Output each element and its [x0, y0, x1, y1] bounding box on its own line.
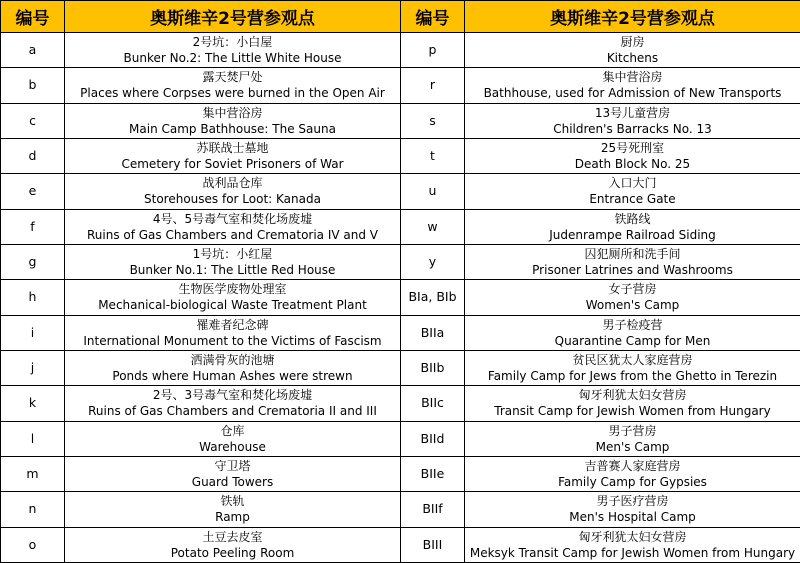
site-name-zh: 1号坑：小红屋 — [192, 247, 273, 262]
site-name — [465, 33, 800, 68]
site-code: BIIc — [401, 386, 465, 421]
table-row — [1, 527, 800, 562]
site-name-en: Ramp — [215, 510, 250, 525]
site-name-en: Quarantine Camp for Men — [554, 333, 711, 348]
site-name-en: Men's Hospital Camp — [569, 510, 696, 525]
site-code: d — [1, 138, 65, 173]
site-code: e — [1, 174, 65, 209]
table-row — [1, 174, 800, 209]
site-name-zh: 罹难者纪念碑 — [196, 317, 269, 332]
site-name-zh: 25号死刑室 — [600, 141, 665, 156]
site-code: s — [401, 103, 465, 138]
site-name — [65, 138, 401, 173]
site-name — [65, 421, 401, 456]
site-name-zh: 匈牙利犹太妇女营房 — [578, 529, 687, 544]
site-name — [465, 280, 800, 315]
site-name-zh: 集中营浴房 — [602, 70, 663, 85]
site-code: k — [1, 386, 65, 421]
site-name-en: Family Camp for Jews from the Ghetto in Terezin — [487, 369, 778, 384]
site-name-zh: 贫民区犹太人家庭营房 — [572, 353, 693, 368]
site-name-en: Mechanical-biological Waste Treatment Plant — [98, 298, 367, 313]
site-name-zh: 2号、3号毒气室和焚化场废墟 — [152, 388, 313, 403]
site-name-zh: 露天焚尸处 — [202, 70, 263, 85]
table-row — [1, 315, 800, 350]
site-name-zh: 匈牙利犹太妇女营房 — [578, 388, 687, 403]
site-name-zh: 仓库 — [220, 423, 245, 438]
site-name — [65, 68, 401, 103]
site-name-en: Potato Peeling Room — [170, 545, 295, 560]
site-name-en: Cemetery for Soviet Prisoners of War — [121, 157, 344, 172]
site-code: t — [401, 138, 465, 173]
site-name — [465, 456, 800, 491]
site-name-en: Children's Barracks No. 13 — [553, 121, 712, 136]
site-code: i — [1, 315, 65, 350]
site-name-en: Entrance Gate — [589, 192, 676, 207]
site-name-en: Family Camp for Gypsies — [558, 475, 707, 490]
site-name-en: Men's Camp — [595, 439, 670, 454]
site-name-en: Kitchens — [606, 51, 659, 66]
site-name-zh: 生物医学废物处理室 — [178, 282, 287, 297]
header-code-left: 编号 — [1, 1, 65, 33]
site-name-en: Places where Corpses were burned in the Open Air — [80, 86, 385, 101]
site-name-en: Main Camp Bathhouse: The Sauna — [129, 121, 336, 136]
header-title-left: 奥斯维辛2号营参观点 — [65, 1, 401, 33]
table-row — [1, 421, 800, 456]
site-name-zh: 男子医疗营房 — [596, 494, 669, 509]
site-name-zh: 囚犯厕所和洗手间 — [584, 247, 681, 262]
site-code: BIIb — [401, 350, 465, 385]
site-name-en: Bathhouse, used for Admission of New Transports — [483, 86, 782, 101]
site-name-zh: 男子营房 — [608, 423, 657, 438]
site-name-en: Ruins of Gas Chambers and Crematoria IV and V — [86, 227, 379, 242]
site-name — [65, 492, 401, 527]
site-name — [465, 174, 800, 209]
site-code: n — [1, 492, 65, 527]
site-name — [65, 315, 401, 350]
site-name — [465, 350, 800, 385]
site-code: BIIa — [401, 315, 465, 350]
site-name-zh: 13号儿童营房 — [594, 105, 671, 120]
site-name-zh: 洒满骨灰的池塘 — [190, 353, 275, 368]
site-name — [65, 280, 401, 315]
site-name-en: Prisoner Latrines and Washrooms — [532, 263, 733, 278]
table-row — [1, 492, 800, 527]
table-row — [1, 33, 800, 68]
site-name-zh: 吉普赛人家庭营房 — [584, 459, 681, 474]
site-name-en: Judenrampe Railroad Siding — [549, 227, 716, 242]
site-name-en: Storehouses for Loot: Kanada — [144, 192, 321, 207]
table-row — [1, 456, 800, 491]
site-name — [465, 421, 800, 456]
site-name-zh: 入口大门 — [608, 176, 657, 191]
site-name-zh: 4号、5号毒气室和焚化场废墟 — [152, 211, 313, 226]
site-name-en: International Monument to the Victims of Fascism — [83, 333, 382, 348]
table-row — [1, 350, 800, 385]
table-row — [1, 68, 800, 103]
site-name-en: Warehouse — [199, 439, 266, 454]
site-code: l — [1, 421, 65, 456]
site-name-en: Ponds where Human Ashes were strewn — [112, 369, 353, 384]
site-name-en: Bunker No.2: The Little White House — [123, 51, 342, 66]
site-name-en: Death Block No. 25 — [574, 157, 691, 172]
site-code: BIIe — [401, 456, 465, 491]
site-code: y — [401, 244, 465, 279]
site-name-zh: 守卫塔 — [214, 459, 251, 474]
site-code: h — [1, 280, 65, 315]
table-row — [1, 280, 800, 315]
site-name — [65, 103, 401, 138]
site-name — [65, 350, 401, 385]
site-name-zh: 苏联战士墓地 — [196, 141, 269, 156]
site-name — [465, 68, 800, 103]
site-name-zh: 2号坑：小白屋 — [192, 35, 273, 50]
site-name — [65, 174, 401, 209]
site-name — [465, 492, 800, 527]
site-name — [65, 456, 401, 491]
site-name — [465, 244, 800, 279]
site-code: BIII — [401, 527, 465, 562]
site-code: w — [401, 209, 465, 244]
site-name-zh: 女子营房 — [608, 282, 657, 297]
site-name-zh: 厨房 — [620, 35, 645, 50]
site-code: BIId — [401, 421, 465, 456]
table-row — [1, 209, 800, 244]
site-code: u — [401, 174, 465, 209]
site-name-en: Guard Towers — [191, 475, 274, 490]
site-name — [465, 138, 800, 173]
site-name-en: Ruins of Gas Chambers and Crematoria II and III — [88, 404, 377, 419]
site-name — [65, 386, 401, 421]
site-code: c — [1, 103, 65, 138]
site-name-en: Transit Camp for Jewish Women from Hungary — [494, 404, 771, 419]
header-code-right: 编号 — [401, 1, 465, 33]
site-code: g — [1, 244, 65, 279]
site-name-zh: 集中营浴房 — [202, 105, 263, 120]
table-row — [1, 103, 800, 138]
table-row — [1, 244, 800, 279]
site-name — [65, 527, 401, 562]
site-name-zh: 土豆去皮室 — [202, 529, 263, 544]
site-code: BIIf — [401, 492, 465, 527]
site-name-zh: 战利品仓库 — [202, 176, 263, 191]
site-name-en: Bunker No.1: The Little Red House — [129, 263, 336, 278]
site-name — [465, 386, 800, 421]
site-name — [65, 33, 401, 68]
site-name-en: Women's Camp — [585, 298, 680, 313]
site-code: a — [1, 33, 65, 68]
site-name — [465, 527, 800, 562]
site-name-zh: 铁路线 — [614, 211, 651, 226]
site-code: f — [1, 209, 65, 244]
table-row — [1, 138, 800, 173]
site-name-zh: 铁轨 — [220, 494, 245, 509]
site-code: m — [1, 456, 65, 491]
site-name — [465, 315, 800, 350]
site-name — [65, 244, 401, 279]
site-code: j — [1, 350, 65, 385]
site-code: BIa, BIb — [401, 280, 465, 315]
site-name-en: Meksyk Transit Camp for Jewish Women from Hungary — [469, 545, 796, 560]
header-title-right: 奥斯维辛2号营参观点 — [465, 1, 800, 33]
site-code: p — [401, 33, 465, 68]
site-name — [465, 103, 800, 138]
site-name — [465, 209, 800, 244]
table-body — [1, 33, 800, 563]
site-code: o — [1, 527, 65, 562]
site-name-zh: 男子检疫营 — [602, 317, 663, 332]
table-row — [1, 386, 800, 421]
header-row — [1, 1, 800, 33]
site-code: r — [401, 68, 465, 103]
site-code: b — [1, 68, 65, 103]
site-name — [65, 209, 401, 244]
